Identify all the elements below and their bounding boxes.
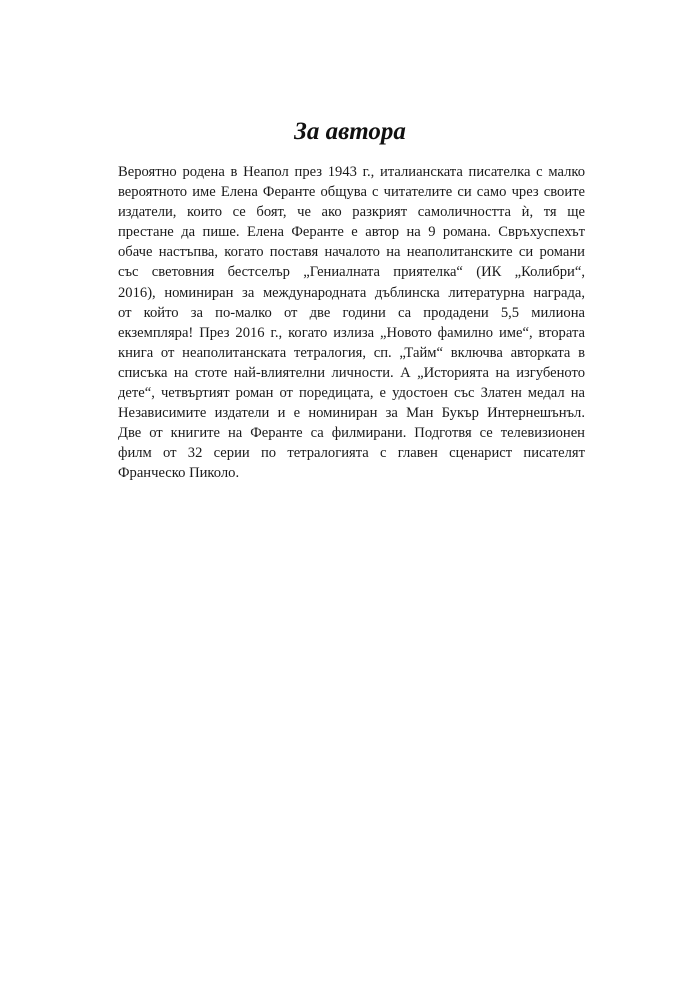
text-line: Франческо Пиколо. <box>118 465 240 482</box>
text-line: от който за по-малко от две години са продадени 5,5 милиона <box>118 304 585 321</box>
text-line: Вероятно родена в Неапол през 1943 г., италианската писателка с малко <box>118 164 585 180</box>
text-line: със световния бестселър „Гениалната приятелка“ (ИК „Колибри“, <box>118 264 585 281</box>
text-line: обаче настъпва, когато поставя началото на неаполитанските си романи <box>118 244 585 261</box>
text-line: филм от 32 серии по тетралогията с главен сценарист писателят <box>118 445 585 462</box>
text-line: вероятното име Елена Феранте общува с читателите си само чрез своите <box>118 184 585 201</box>
text-line: екземпляра! През 2016 г., когато излиза „Новото фамилно име“, втората <box>118 324 585 341</box>
text-line: 2016), номиниран за международната дъблинска литературна награда, <box>118 284 585 301</box>
text-line: дете“, четвъртият роман от поредицата, е удостоен със Златен медал на <box>118 385 585 402</box>
text-line: Две от книгите на Феранте са филмирани. Подготвя се телевизионен <box>118 425 585 442</box>
body-paragraph <box>118 162 585 484</box>
text-line: книга от неаполитанската тетралогия, сп. „Тайм“ включва авторката в <box>118 344 585 361</box>
text-line: Независимите издатели и е номиниран за Ман Букър Интернешънъл. <box>118 405 585 422</box>
text-line: издатели, които се боят, че ако разкрият самоличността ѝ, тя ще <box>118 204 585 221</box>
text-line: престане да пише. Елена Феранте е автор на 9 романа. Свръхуспехът <box>118 224 585 241</box>
text-line: списъка на стоте най-влиятелни личности. А „Историята на изгубеното <box>118 364 585 381</box>
page-title: За автора <box>294 118 406 145</box>
